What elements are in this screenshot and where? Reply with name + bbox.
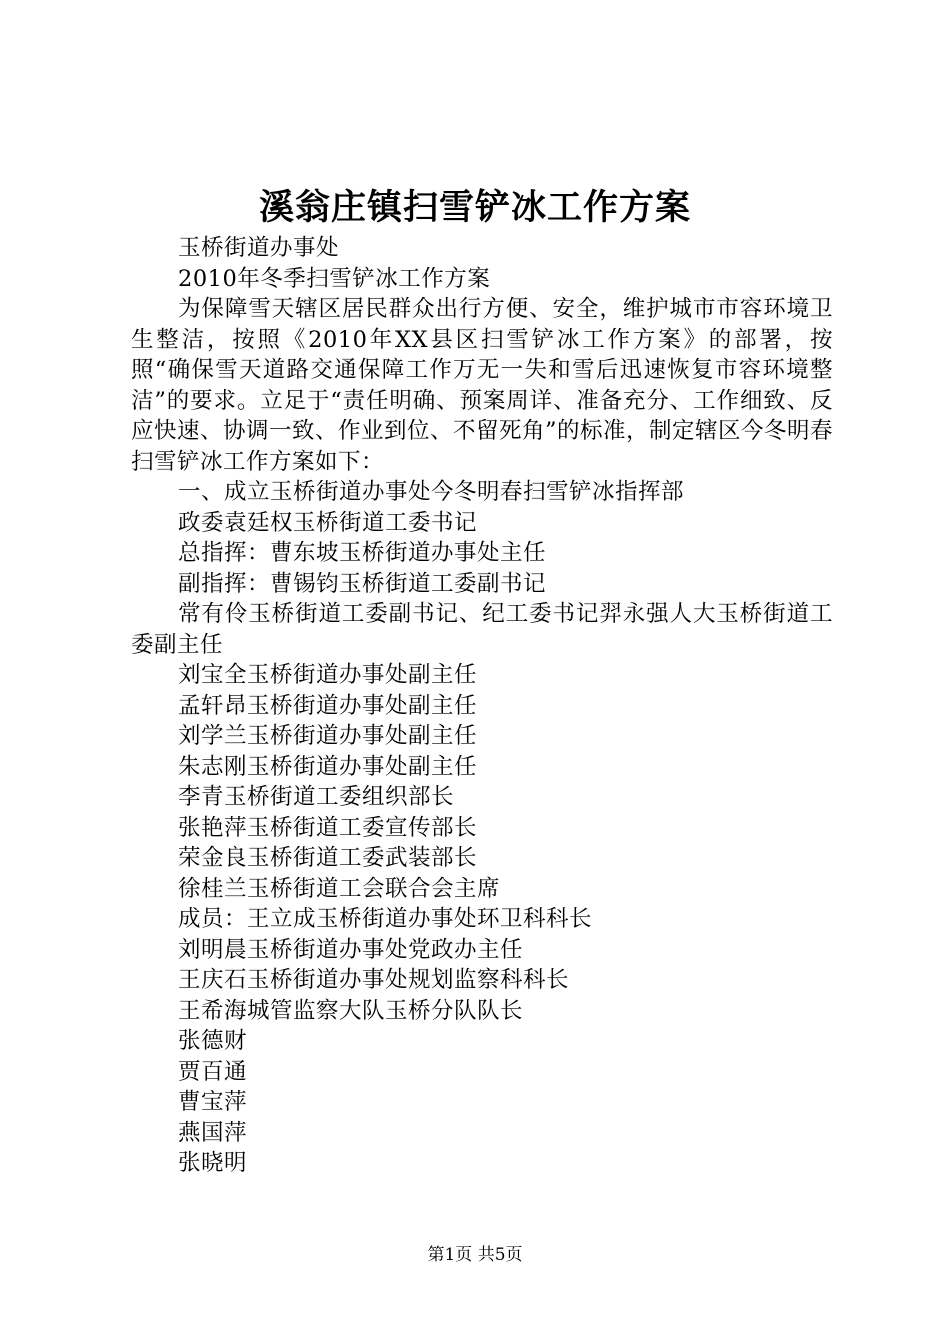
paragraph-office: 玉桥街道办事处 [178,235,340,261]
list-item: 李青玉桥街道工委组织部长 [178,784,455,810]
document-body [131,233,833,1179]
list-item: 成员：王立成玉桥街道办事处环卫科科长 [178,906,593,932]
list-item: 总指挥：曹东坡玉桥街道办事处主任 [178,540,547,566]
list-item: 孟轩昂玉桥街道办事处副主任 [178,692,478,719]
list-item: 朱志刚玉桥街道办事处副主任 [178,753,478,780]
list-item: 徐桂兰玉桥街道工会联合会主席 [178,875,501,902]
paragraph-plan-name: 2010年冬季扫雪铲冰工作方案 [178,265,491,292]
paragraph-section-heading: 一、成立玉桥街道办事处今冬明春扫雪铲冰指挥部 [178,479,685,505]
list-item: 刘明晨玉桥街道办事处党政办主任 [178,936,524,963]
list-item: 张德财 [178,1028,248,1054]
list-item: 政委袁廷权玉桥街道工委书记 [178,509,478,536]
list-item: 曹宝萍 [178,1089,248,1115]
page-number-footer: 第1页 共5页 [427,1245,523,1265]
list-item: 刘学兰玉桥街道办事处副主任 [178,723,478,749]
document-title: 溪翁庄镇扫雪铲冰工作方案 [258,187,691,228]
list-item: 荣金良玉桥街道工委武装部长 [178,845,478,871]
list-item: 王希海城管监察大队玉桥分队队长 [178,997,524,1024]
list-item: 副指挥：曹锡钧玉桥街道工委副书记 [178,570,547,597]
list-item: 王庆石玉桥街道办事处规划监察科科长 [178,967,570,993]
list-item: 张艳萍玉桥街道工委宣传部长 [178,814,478,841]
paragraph-intro: 为保障雪天辖区居民群众出行方便、安全，维护城市市容环境卫生整洁，按照《2010年XX县区扫雪铲冰工作方案》的部署，按照“确保雪天道路交通保障工作万无一失和雪后迅速恢复市容环境整洁”的要求。立足于“责任明确、预案周详、准备充分、工作细致、反应快速、协调一致、作业到位、不留死角”的标准，制定辖区今冬明春扫雪铲冰工作方案如下： [131,296,834,475]
list-item: 燕国萍 [178,1119,248,1146]
list-item: 刘宝全玉桥街道办事处副主任 [178,662,478,688]
list-item: 贾百通 [178,1058,248,1085]
list-item: 张晓明 [178,1150,248,1176]
list-item: 常有伶玉桥街道工委副书记、纪工委书记羿永强人大玉桥街道工委副主任 [131,601,833,658]
